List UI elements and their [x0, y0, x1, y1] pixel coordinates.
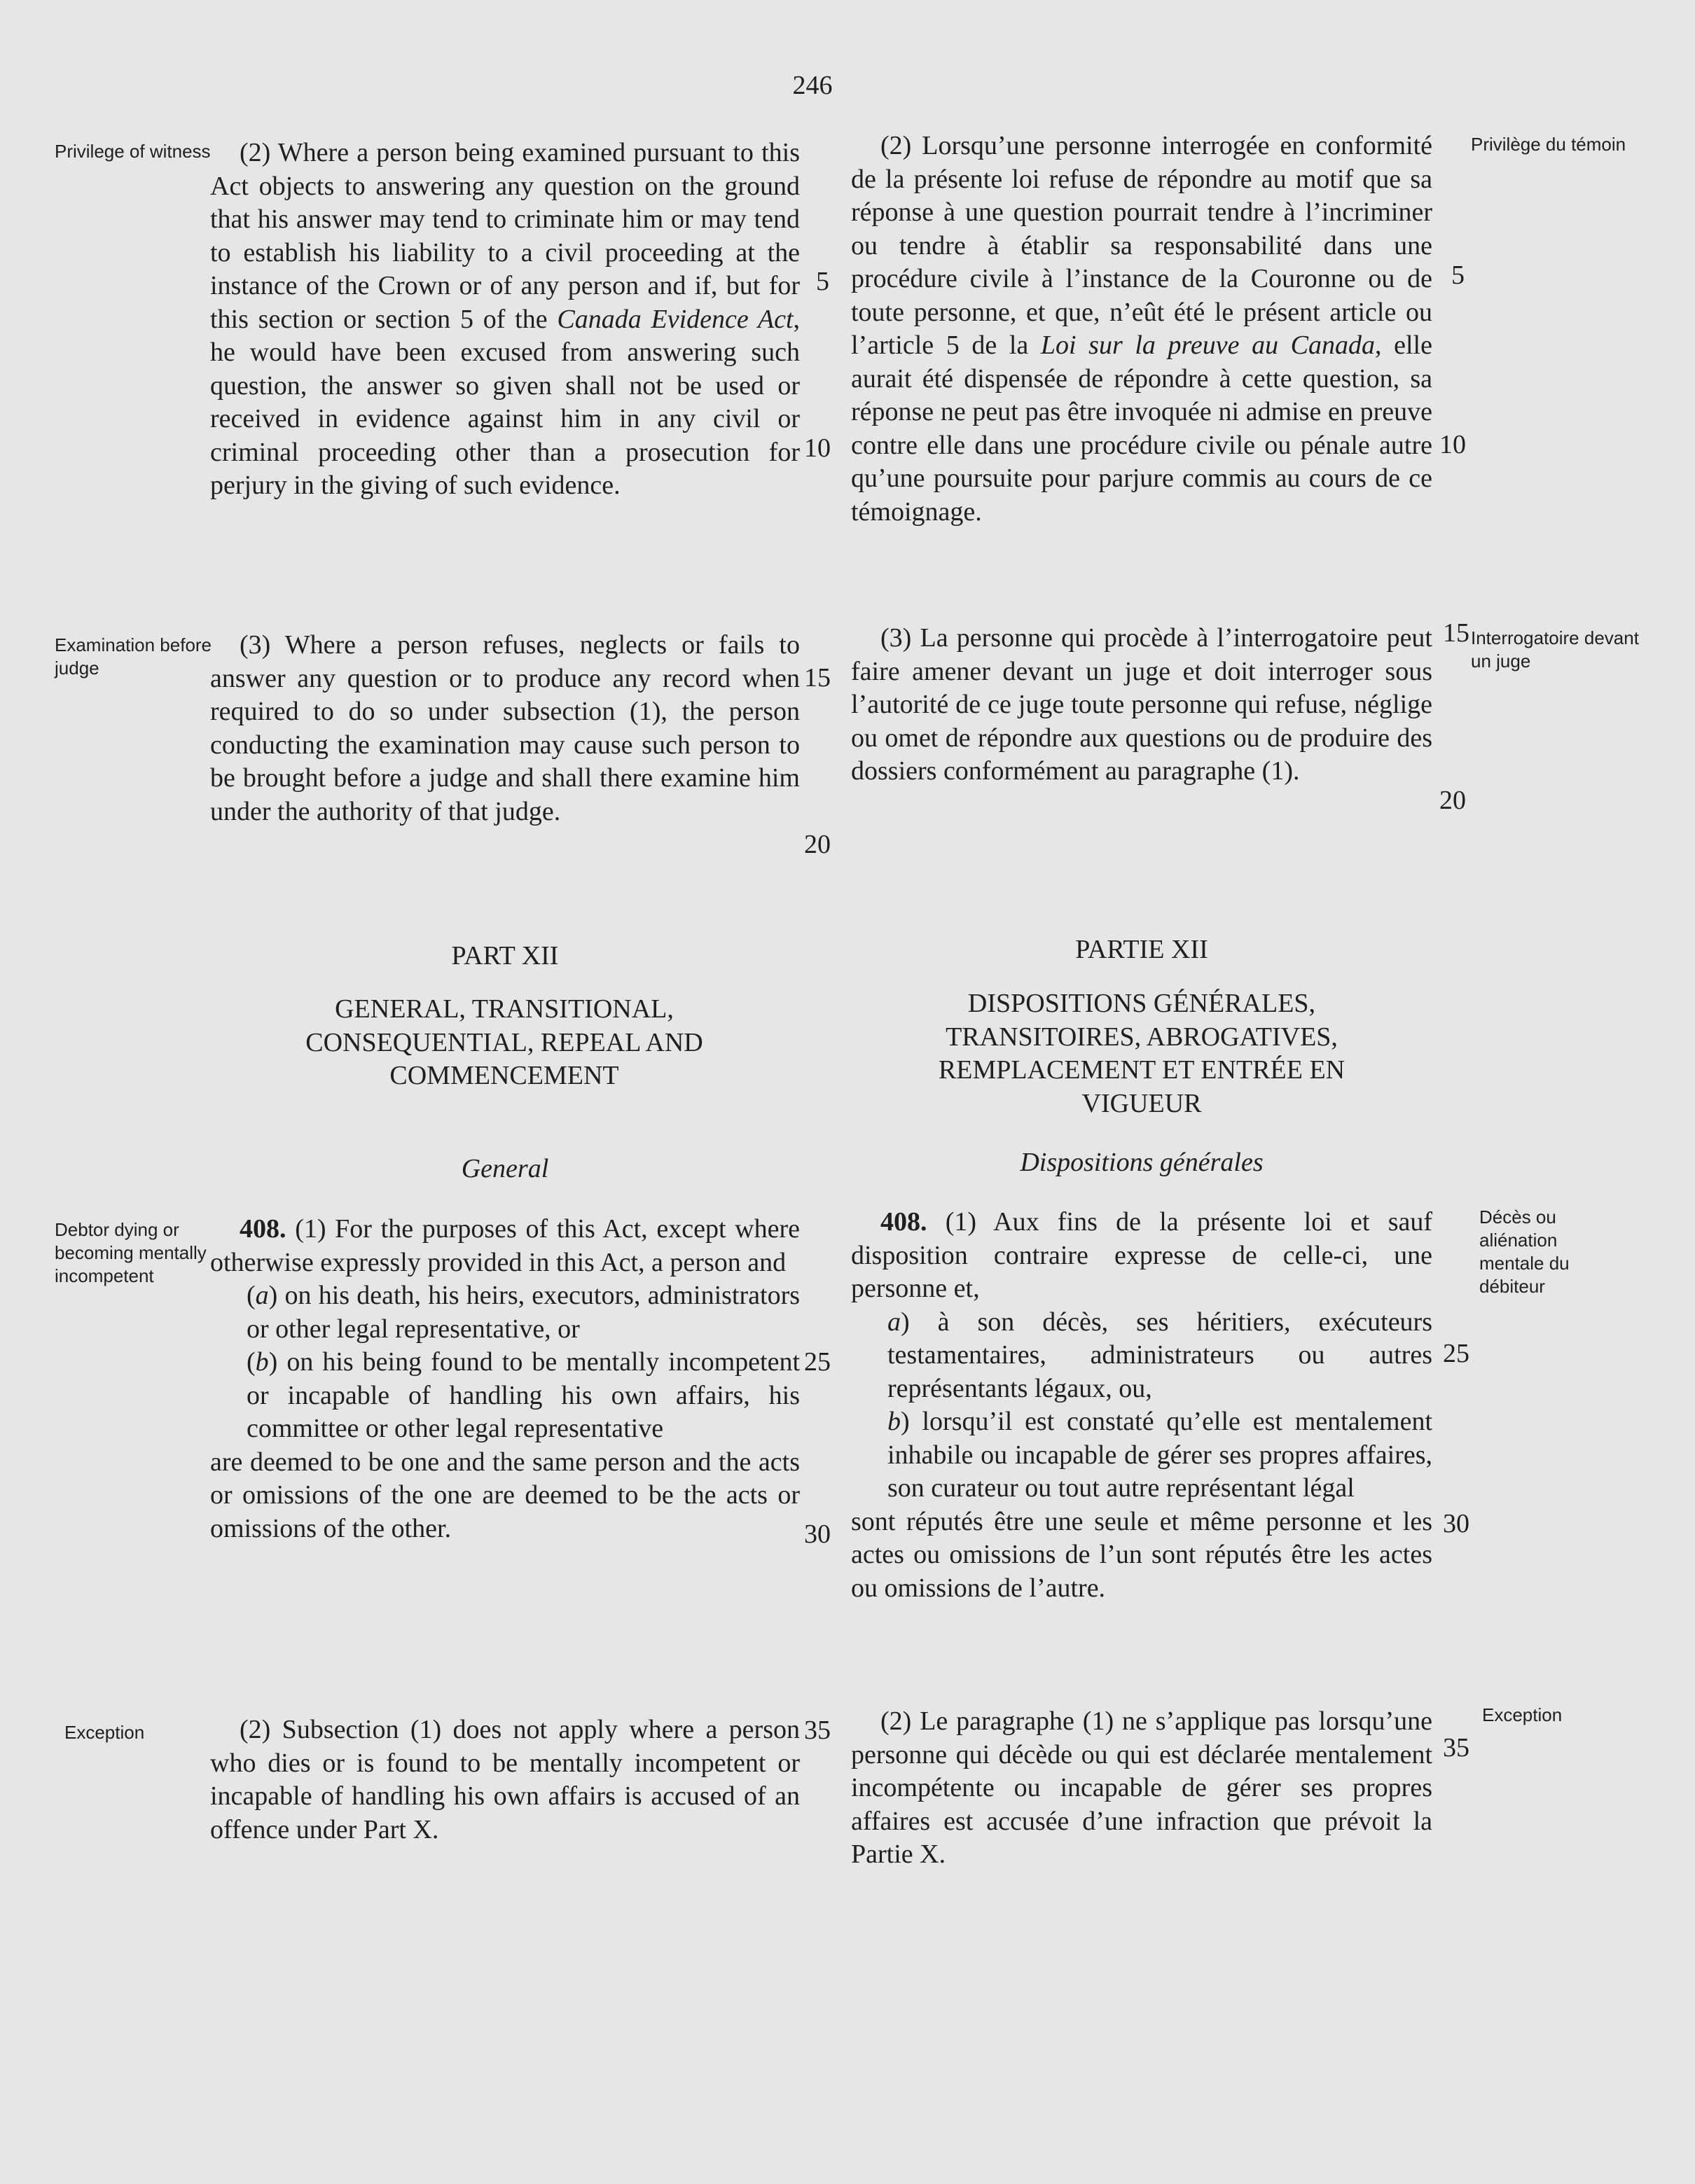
en-s2-text-b: , he would have been excused from answering such question, the answer so given shall not be used or received in evidence against him in any civil or criminal proceeding other than a prosecution for perjury in the giving of such evidence. [210, 304, 801, 500]
fr-part-subtitle: DISPOSITIONS GÉNÉRALES, TRANSITOIRES, ABROGATIVES, REMPLACEMENT ET ENTRÉE EN VIGUEUR [938, 989, 1345, 1118]
fr-s408-b-text: lorsqu’il est constaté qu’elle est mentalement inhabile ou incapable de gérer ses propres affaires, son curateur ou tout autre représentant légal [887, 1407, 1433, 1503]
fr-section-2 [851, 130, 1432, 529]
fr-s408-number: 408. [880, 1207, 927, 1237]
en-s408-tail: are deemed to be one and the same person and the acts or omissions of the one are deemed to be the acts or omissions of the other. [210, 1447, 800, 1543]
margin-note-privilege-du-temoin: Privilège du témoin [1471, 134, 1626, 155]
margin-note-deces: Décès ou aliénation mentale du débiteur [1479, 1206, 1570, 1297]
en-s408-b-text: on his being found to be mentally incompetent or incapable of handling his own affairs, his committee or other legal representative [247, 1347, 801, 1443]
en-s408-a-text: on his death, his heirs, executors, administrators or other legal representative, or [247, 1281, 801, 1344]
en-section-2 [210, 137, 800, 503]
en-part-subtitle: GENERAL, TRANSITIONAL, CONSEQUENTIAL, REPEAL AND COMMENCEMENT [305, 994, 703, 1090]
fr-section-3 [851, 622, 1432, 788]
line-number-10: 10 [804, 433, 831, 463]
en-s408-b-letter: b [255, 1347, 269, 1377]
margin-note-interrogatoire: Interrogatoire devant un juge [1471, 627, 1639, 672]
fr-s408-2-text: (2) Le paragraphe (1) ne s’applique pas lorsqu’une personne qui décède ou qui est déclarée mentalement incompétente ou incapable de gérer ses propres affaires est accusée d’une infraction que prévoit la Partie X. [851, 1706, 1432, 1869]
fr-line-number-20: 20 [1439, 786, 1466, 815]
margin-note-exception: Exception [64, 1722, 145, 1743]
fr-section-408-2 [851, 1705, 1432, 1872]
en-section-3 [210, 629, 800, 828]
en-section-408 [210, 1213, 800, 1545]
en-s408-intro: (1) For the purposes of this Act, except where otherwise expressly provided in this Act, a person and [210, 1214, 801, 1277]
en-s408-para-b: (b) on his being found to be mentally incompetent or incapable of handling his own affairs, his committee or other legal representative [247, 1347, 801, 1443]
fr-line-number-10: 10 [1439, 430, 1466, 459]
line-number-35: 35 [804, 1716, 831, 1745]
en-section-heading: General [461, 1154, 549, 1183]
en-part-title: PART XII [451, 941, 559, 971]
line-number-25: 25 [804, 1347, 831, 1377]
en-s408-2-text: (2) Subsection (1) does not apply where a person who dies or is found to be mentally incompetent or incapable of handling his own affairs is accused of an offence under Part X. [210, 1715, 800, 1844]
fr-line-number-30: 30 [1443, 1509, 1469, 1538]
fr-s2-text-a: (2) Lorsqu’une personne interrogée en conformité de la présente loi refuse de répondre au motif que sa réponse à une question pourrait tendre à l’incriminer ou tendre à établir sa responsabilité dans une procédure civile à l’instance de la Couronne ou de toute personne, et que, n’eût été le présent article ou l’article 5 de la [851, 131, 1432, 360]
en-s2-act-title: Canada Evidence Act [557, 304, 794, 334]
en-s3-text: (3) Where a person refuses, neglects or fails to answer any question or to produce any record when required to do so under subsection (1), the person conducting the examination may cause such person to be brought before a judge and shall there examine him under the authority of that judge. [210, 630, 800, 826]
margin-note-examination-before-judge: Examination before judge [55, 634, 212, 679]
en-s408-para-a: (a) on his death, his heirs, executors, administrators or other legal representative, or [247, 1281, 801, 1344]
line-number-5: 5 [816, 267, 829, 296]
fr-s408-intro: (1) Aux fins de la présente loi et sauf disposition contraire expresse de celle-ci, une personne et, [851, 1207, 1432, 1303]
en-s2-text-a: (2) Where a person being examined pursuant to this Act objects to answering any question on the ground that his answer may tend to criminate him or may tend to establish his liability to a civil proceeding at the instance of the Crown or of any person and if, but for this section or section 5 of the [210, 138, 800, 334]
fr-s408-tail: sont réputés être une seule et même personne et les actes ou omissions de l’un sont réputés être les actes ou omissions de l’autre. [851, 1506, 1432, 1603]
fr-s2-act-title: Loi sur la preuve au Canada [1040, 331, 1376, 360]
fr-section-heading: Dispositions générales [1020, 1148, 1264, 1177]
fr-line-number-5: 5 [1451, 260, 1465, 290]
fr-line-number-25: 25 [1443, 1339, 1469, 1368]
fr-s3-text: (3) La personne qui procède à l’interrogatoire peut faire amener devant un juge et doit interroger sous l’autorité de ce juge toute personne qui refuse, néglige ou omet de répondre aux questions ou de produire des dossiers conformément au paragraphe (1). [851, 623, 1432, 786]
en-s408-a-letter: a [255, 1281, 269, 1310]
fr-s408-para-a: a) à son décès, ses héritiers, exécuteurs testamentaires, administrateurs ou autres représentants légaux, ou, [887, 1307, 1432, 1403]
fr-section-408 [851, 1206, 1432, 1605]
fr-line-number-15: 15 [1443, 618, 1469, 648]
en-s408-number: 408. [240, 1214, 286, 1244]
fr-part-title: PARTIE XII [1075, 935, 1208, 964]
fr-s2-text-b: , elle aurait été dispensée de répondre à cette question, sa réponse ne peut pas être invoquée ni admise en preuve contre elle dans une procédure civile ou pénale autre qu’une poursuite pour parjure commis au cours de ce témoignage. [851, 331, 1432, 527]
line-number-30: 30 [804, 1519, 831, 1549]
fr-s408-b-letter: b [887, 1407, 901, 1436]
page-number: 246 [792, 71, 833, 100]
margin-note-privilege-of-witness: Privilege of witness [55, 141, 211, 162]
fr-s408-para-b: b) lorsqu’il est constaté qu’elle est mentalement inhabile ou incapable de gérer ses propres affaires, son curateur ou tout autre représentant légal [887, 1407, 1433, 1503]
line-number-15: 15 [804, 663, 831, 693]
margin-note-debtor-dying: Debtor dying or becoming mentally incompetent [55, 1219, 207, 1286]
fr-s408-a-letter: a [887, 1307, 901, 1337]
fr-s408-a-text: à son décès, ses héritiers, exécuteurs testamentaires, administrateurs ou autres représentants légaux, ou, [887, 1307, 1432, 1403]
en-section-408-2 [210, 1713, 800, 1846]
margin-note-exception-fr: Exception [1482, 1704, 1563, 1725]
line-number-20: 20 [804, 830, 831, 859]
fr-line-number-35: 35 [1443, 1733, 1469, 1762]
